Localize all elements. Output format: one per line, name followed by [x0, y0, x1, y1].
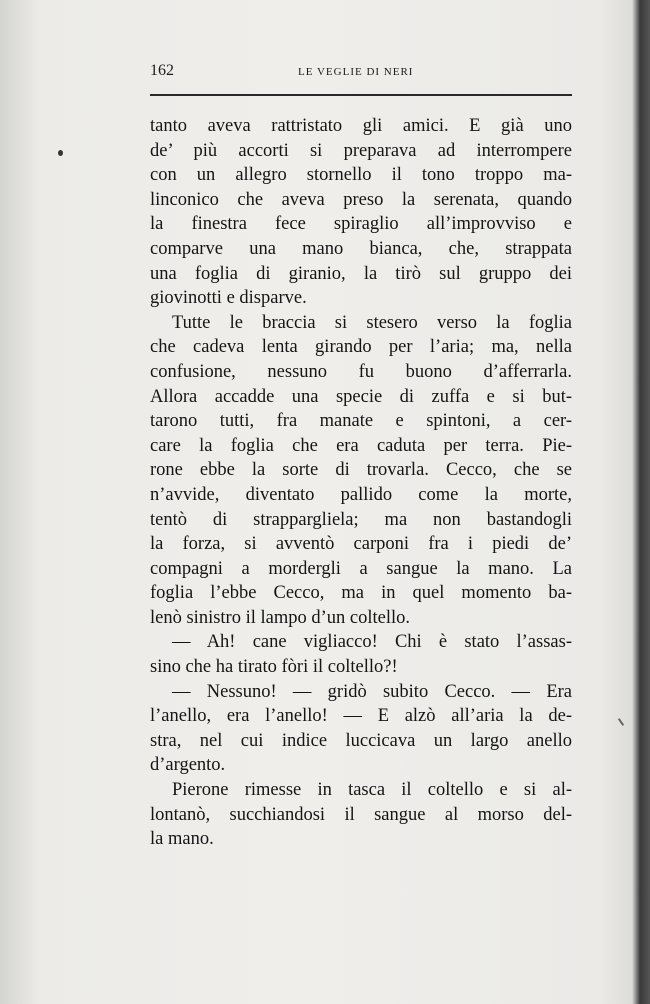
text-line: compagni a mordergli a sangue la mano. La	[150, 558, 572, 579]
margin-mark-right	[618, 718, 624, 726]
text-line: tarono tutti, fra manate e spintoni, a cer-	[150, 411, 572, 432]
text-line: stra, nel cui indice luccicava un largo anello	[150, 730, 572, 751]
page-number: 162	[150, 62, 174, 79]
text-line: giovinotti e disparve.	[150, 288, 307, 309]
body-text	[150, 114, 572, 852]
text-line: con un allegro stornello il tono troppo ma-	[150, 165, 572, 186]
running-title: LE VEGLIE DI NERI	[298, 66, 414, 78]
header-rule	[150, 94, 572, 96]
text-line: confusione, nessuno fu buono d’afferrarla.	[150, 361, 572, 382]
text-line: foglia l’ebbe Cecco, ma in quel momento ba-	[150, 583, 572, 604]
text-line: comparve una mano bianca, che, strappata	[150, 238, 572, 259]
text-line: n’avvide, diventato pallido come la morte,	[150, 484, 572, 505]
text-line: la forza, si avventò carponi fra i piedi de’	[150, 534, 572, 555]
text-line: tentò di strappargliela; ma non bastandogli	[150, 509, 572, 530]
text-line: Tutte le braccia si stesero verso la foglia	[172, 312, 572, 333]
text-line: — Ah! cane vigliacco! Chi è stato l’assas-	[172, 632, 572, 653]
text-line: lontanò, succhiandosi il sangue al morso del-	[150, 804, 572, 825]
text-line: lenò sinistro il lampo d’un coltello.	[150, 607, 410, 628]
text-line: la mano.	[150, 829, 214, 850]
text-line: la finestra fece spiraglio all’improvviso e	[150, 214, 572, 235]
text-line: tanto aveva rattristato gli amici. E già uno	[150, 116, 572, 136]
text-line: de’ più accorti si preparava ad interrompere	[150, 140, 572, 161]
page-header	[150, 62, 572, 86]
text-line: che cadeva lenta girando per l’aria; ma, nella	[150, 337, 572, 358]
text-line: sino che ha tirato fòri il coltello?!	[150, 657, 398, 678]
text-line: linconico che aveva preso la serenata, quando	[150, 189, 572, 210]
text-line: care la foglia che era caduta per terra. Pie-	[150, 435, 572, 456]
text-line: rone ebbe la sorte di trovarla. Cecco, che se	[150, 460, 572, 481]
margin-mark	[58, 150, 63, 156]
text-line: l’anello, era l’anello! — E alzò all’aria la de-	[150, 706, 572, 727]
text-line: Pierone rimesse in tasca il coltello e si al-	[172, 780, 572, 801]
text-line: una foglia di giranio, la tirò sul gruppo dei	[150, 263, 572, 284]
text-line: Allora accadde una specie di zuffa e si but-	[150, 386, 572, 407]
text-line: d’argento.	[150, 755, 226, 776]
text-line: — Nessuno! — gridò subito Cecco. — Era	[172, 681, 572, 702]
